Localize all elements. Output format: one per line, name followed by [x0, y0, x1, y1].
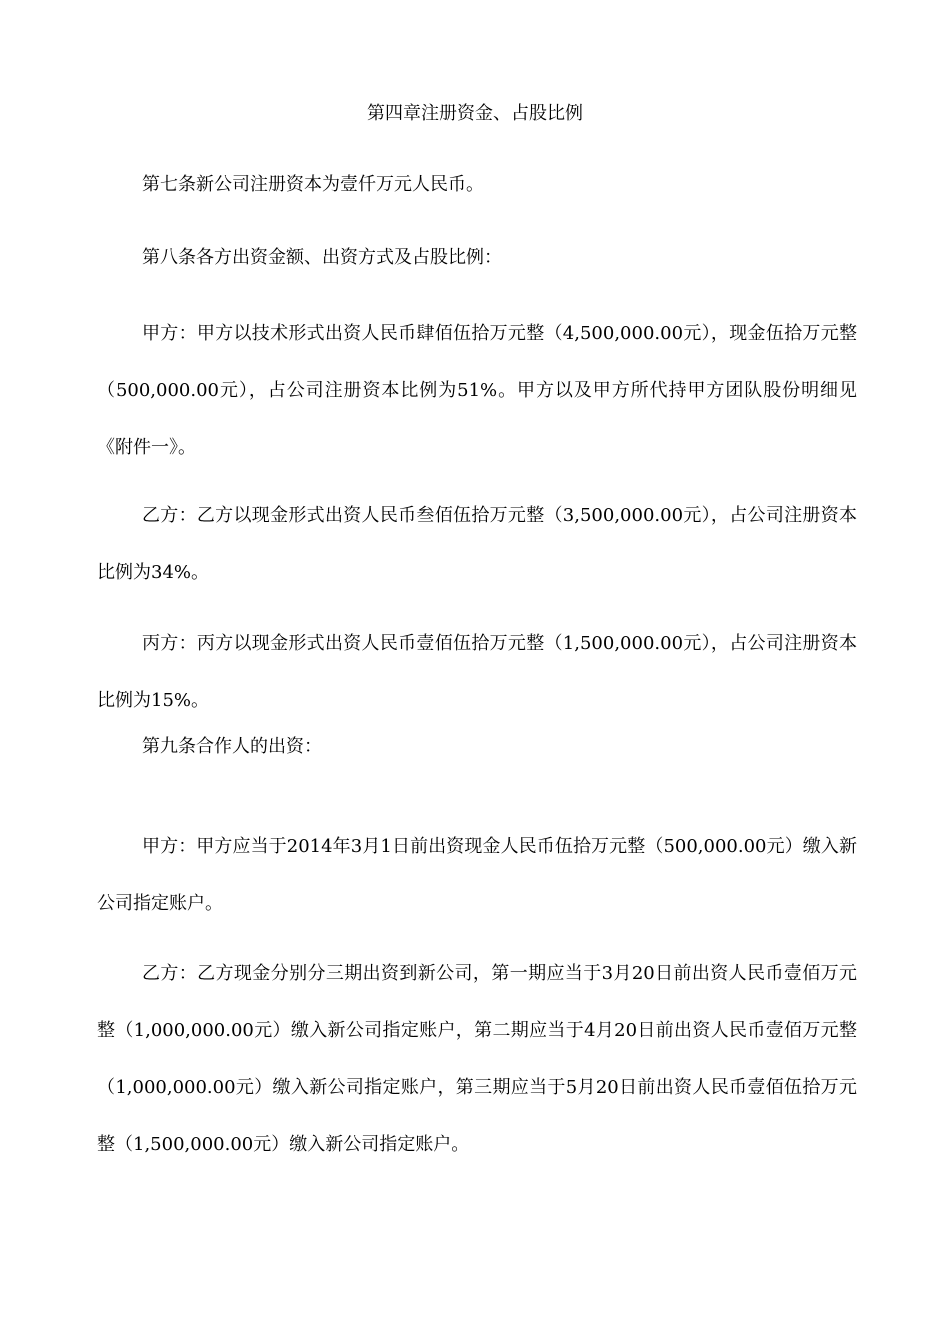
article-7-paragraph: 第七条新公司注册资本为壹仟万元人民币。 — [142, 174, 484, 195]
article-8-paragraph: 第八条各方出资金额、出资方式及占股比例： — [142, 247, 502, 268]
party-a-contribution-paragraph: 甲方：甲方以技术形式出资人民币肆佰伍拾万元整（4,500,000.00元），现金伍拾万元整（500,000.00元），占公司注册资本比例为51%。甲方以及甲方所代持甲方团队股份明细见《附件一》。 — [97, 323, 857, 458]
party-c-contribution-paragraph: 丙方：丙方以现金形式出资人民币壹佰伍拾万元整（1,500,000.00元），占公司注册资本比例为15%。 — [97, 633, 857, 711]
party-b-payment-paragraph: 乙方：乙方现金分别分三期出资到新公司，第一期应当于3月20日前出资人民币壹佰万元整（1,000,000.00元）缴入新公司指定账户，第二期应当于4月20日前出资人民币壹佰万元整（1,000,000.00元）缴入新公司指定账户，第三期应当于5月20日前出资人民币壹佰伍拾万元整（1,500,000.00元）缴入新公司指定账户。 — [97, 963, 857, 1155]
party-b-contribution-paragraph: 乙方：乙方以现金形式出资人民币叁佰伍拾万元整（3,500,000.00元），占公司注册资本比例为34%。 — [97, 505, 857, 583]
party-a-payment-paragraph: 甲方：甲方应当于2014年3月1日前出资现金人民币伍拾万元整（500,000.00元）缴入新公司指定账户。 — [97, 836, 857, 914]
article-9-paragraph: 第九条合作人的出资： — [142, 736, 322, 757]
chapter-title: 第四章注册资金、占股比例 — [367, 103, 583, 124]
